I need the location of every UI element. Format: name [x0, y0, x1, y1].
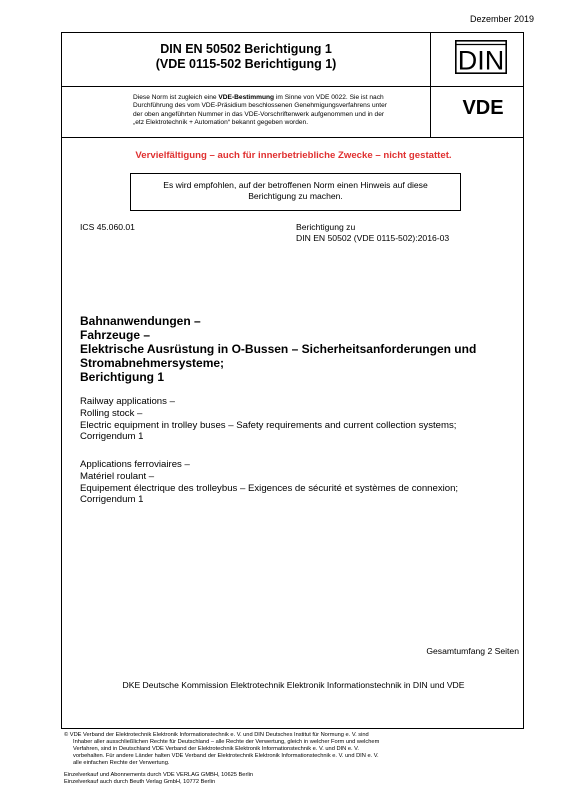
copyright-line: alle einfachen Rechte der Verwertung.: [73, 760, 170, 767]
sales-line: Einzelverkauf und Abonnements durch VDE VERLAG GMBH, 10625 Berlin: [64, 772, 254, 778]
title-en-line: Corrigendum 1: [80, 431, 144, 443]
divider-logo-column: [430, 32, 431, 137]
title-fr-line: Corrigendum 1: [80, 494, 144, 506]
title-fr-line: Equipement électrique des trolleybus – Exigences de sécurité et systèmes de connexion;: [80, 482, 459, 494]
title-de-line: Elektrische Ausrüstung in O-Bussen – Sicherheitsanforderungen und: [80, 342, 477, 356]
title-fr-line: Applications ferroviaires –: [80, 459, 190, 470]
vde-notice-line-3: der oben angeführten Nummer in das VDE-Vorschriftenwerk aufgenommen und in der: [133, 110, 385, 118]
title-de-line: Bahnanwendungen –: [80, 314, 201, 328]
title-en-line: Railway applications –: [80, 396, 175, 407]
advice-line-2: Berichtigung zu machen.: [248, 191, 343, 201]
issue-date: Dezember 2019: [469, 14, 534, 24]
reproduction-notice: Vervielfältigung – auch für innerbetriebliche Zwecke – nicht gestattet.: [135, 150, 452, 161]
copyright-line: vorbehalten. Für andere Länder halten VDE Verband der Elektrotechnik Elektronik Informationstechnik e. V. und DIN e. V.: [73, 753, 379, 760]
title-english: [80, 396, 510, 443]
sales-info: [64, 772, 522, 787]
copyright-line: Inhaber aller ausschließlichen Rechte für Deutschland – alle Rechte der Verwertung, gleich in welcher Form und welchem: [73, 739, 380, 746]
vde-notice: [133, 94, 426, 128]
divider-title: [61, 86, 524, 87]
copyright-line: Verfahren, sind in Deutschland VDE Verband der Elektrotechnik Elektronik Informationstechnik e. V. und DIN e. V.: [73, 746, 360, 753]
corrigendum-reference: [296, 222, 449, 244]
title-line-2: (VDE 0115-502 Berichtigung 1): [155, 57, 337, 71]
sales-line: Einzelverkauf auch durch Beuth Verlag GmbH, 10772 Berlin: [64, 779, 216, 786]
copyright-notice: [64, 732, 522, 767]
vde-notice-line-2: Durchführung des vom VDE-Präsidium beschlossenen Genehmigungsverfahrens unter: [133, 102, 387, 110]
divider-notice: [61, 137, 524, 138]
title-german: [80, 314, 510, 384]
title-de-line: Berichtigung 1: [80, 370, 165, 384]
vde-notice-line-4: „etz Elektrotechnik + Automation“ bekannt gegeben worden.: [133, 119, 309, 127]
vde-notice-lead: Diese Norm ist zugleich eine: [133, 94, 219, 101]
title-de-line: Fahrzeuge –: [80, 328, 151, 342]
din-logo-text: DIN: [457, 45, 505, 74]
vde-logo-text: VDE: [462, 97, 504, 118]
title-fr-line: Matériel roulant –: [80, 470, 155, 482]
corrigendum-line-1: Berichtigung zu: [296, 222, 356, 232]
title-de-line: Stromabnehmersysteme;: [80, 356, 225, 370]
title-line-1: DIN EN 50502 Berichtigung 1: [160, 42, 332, 56]
title-french: [80, 459, 510, 506]
document-title: [62, 42, 430, 72]
title-en-line: Electric equipment in trolley buses – Safety requirements and current collection systems;: [80, 419, 457, 431]
title-en-line: Rolling stock –: [80, 407, 143, 419]
copyright-line: © VDE Verband der Elektrotechnik Elektronik Informationstechnik e. V. und DIN Deutsches Institut für Normung e. V. sind: [64, 732, 369, 738]
advice-box: [130, 173, 461, 211]
vde-notice-bold: VDE-Bestimmung: [218, 94, 275, 101]
total-pages: Gesamtumfang 2 Seiten: [426, 646, 519, 656]
din-logo: [455, 40, 507, 74]
corrigendum-line-2: DIN EN 50502 (VDE 0115-502):2016-03: [296, 233, 450, 243]
advice-line-1: Es wird empfohlen, auf der betroffenen Norm einen Hinweis auf diese: [163, 180, 428, 190]
vde-logo: [452, 96, 514, 118]
ics-code: ICS 45.060.01: [80, 222, 135, 232]
dke-line: DKE Deutsche Kommission Elektrotechnik Elektronik Informationstechnik in DIN und VDE: [122, 680, 465, 690]
vde-notice-line-1: im Sinne von VDE 0022. Sie ist nach: [274, 94, 384, 101]
